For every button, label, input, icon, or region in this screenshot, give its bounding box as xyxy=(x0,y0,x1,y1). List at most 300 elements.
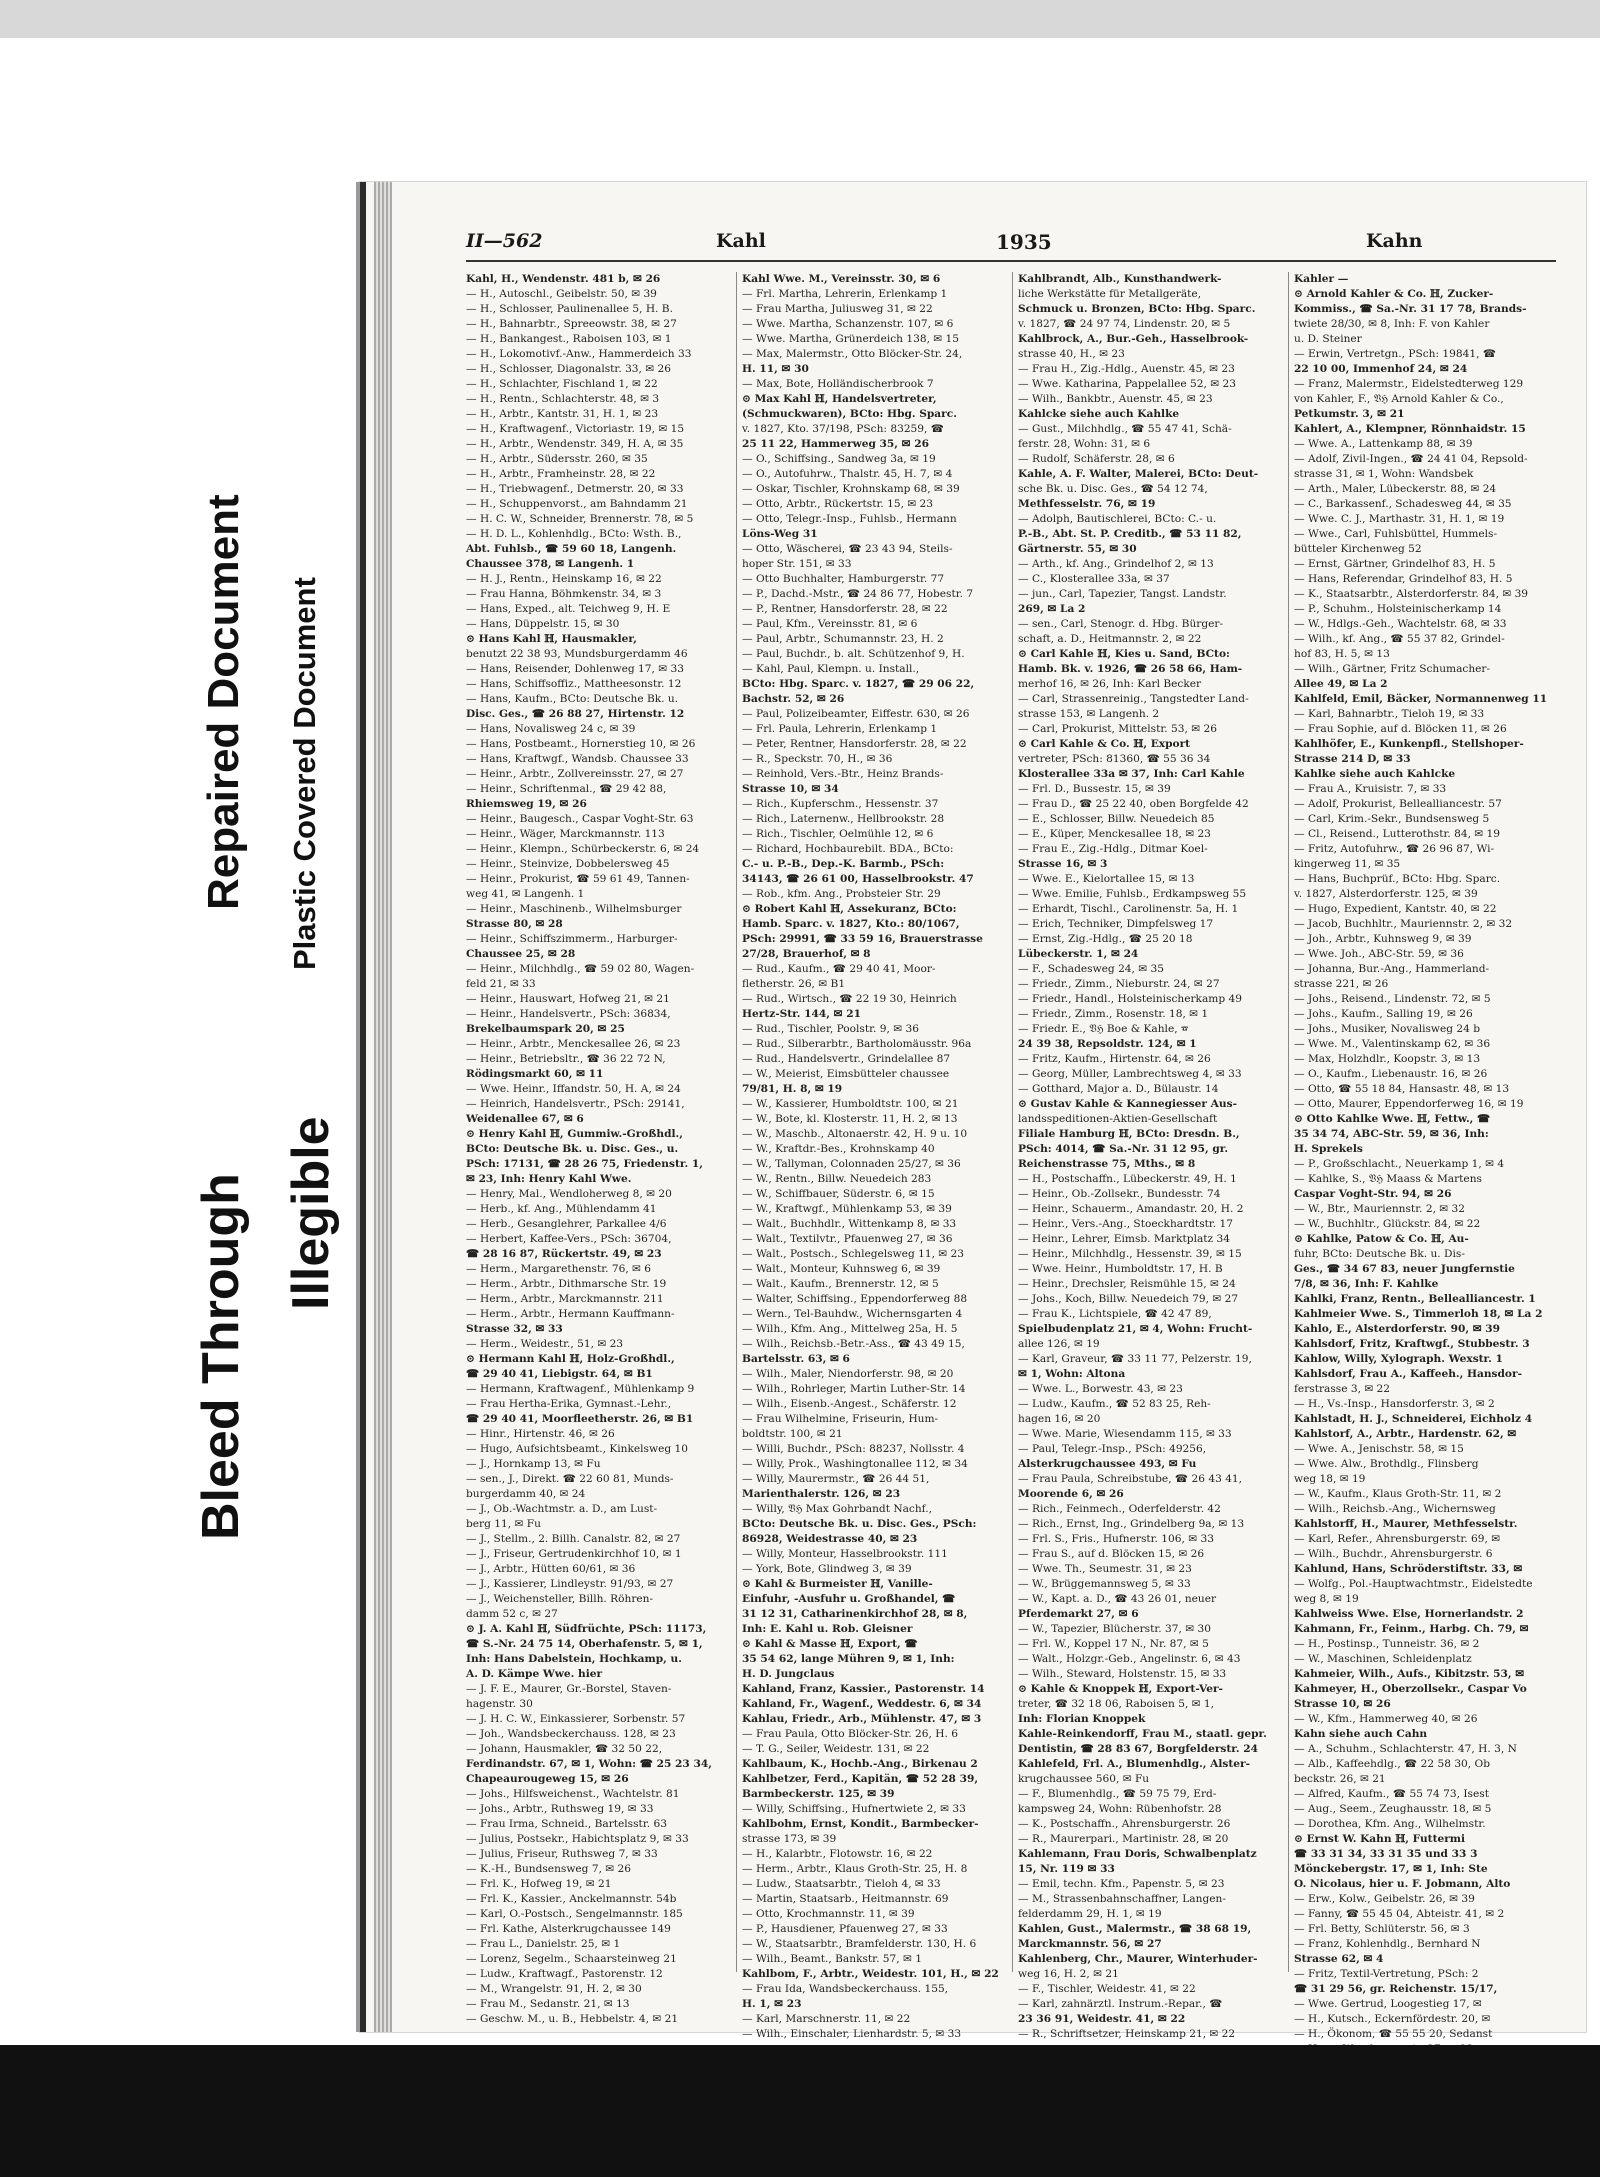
directory-entry: — Paul, Kfm., Vereinsstr. 81, ✉ 6 xyxy=(742,618,918,630)
directory-entry: — Wern., Tel-Bauhdw., Wichernsgarten 4 xyxy=(742,1308,963,1320)
directory-entry: — J., Stellm., 2. Billh. Canalstr. 82, ✉ 27 xyxy=(466,1533,681,1545)
directory-entry: Kahlki, Franz, Rentn., Bellealliancestr. 1 xyxy=(1294,1293,1536,1305)
directory-entry: — Adolf, Prokurist, Bellealliancestr. 57 xyxy=(1294,798,1502,810)
directory-entry: PSch: 29991, ☎ 33 59 16, Brauerstrasse xyxy=(742,933,983,945)
directory-entry: — Hans, Exped., alt. Teichweg 9, H. E xyxy=(466,603,671,615)
directory-entry: — Hans, Kaufm., BCto: Deutsche Bk. u. xyxy=(466,693,679,705)
directory-entry: — Wilh., kf. Ang., ☎ 55 37 82, Grindel- xyxy=(1294,633,1505,645)
directory-entry: — Frau K., Lichtspiele, ☎ 42 47 89, xyxy=(1018,1308,1212,1320)
directory-entry: ☎ 29 40 41, Moorfleetherstr. 26, ✉ B1 xyxy=(466,1413,694,1425)
directory-entry: Marienthalerstr. 126, ✉ 23 xyxy=(742,1488,901,1500)
directory-entry: ⊙ Otto Kahlke Wwe. ℍ, Fettw., ☎ xyxy=(1294,1113,1491,1125)
directory-entry: Hamb. Sparc. v. 1827, Kto.: 80/1067, xyxy=(742,918,960,930)
directory-entry: Lübeckerstr. 1, ✉ 24 xyxy=(1018,948,1139,960)
directory-entry: — J., Ob.-Wachtmstr. a. D., am Lust- xyxy=(466,1503,658,1515)
directory-entry: — Dorothea, Kfm. Ang., Wilhelmstr. xyxy=(1294,1818,1486,1830)
directory-entry: ☎ 29 40 41, Liebigstr. 64, ✉ B1 xyxy=(466,1368,653,1380)
directory-entry: — Frl. D., Bussestr. 15, ✉ 39 xyxy=(1018,783,1171,795)
directory-entry: — Heinr., Klempn., Schürbeckerstr. 6, ✉ 24 xyxy=(466,843,700,855)
directory-entry: — Wwe. Th., Seumestr. 31, ✉ 23 xyxy=(1018,1563,1192,1575)
directory-entry: — Walt., Holzgr.-Geb., Angelinstr. 6, ✉ 43 xyxy=(1018,1653,1241,1665)
directory-entry: Kahler — xyxy=(1294,273,1349,285)
directory-entry: Bachstr. 52, ✉ 26 xyxy=(742,693,845,705)
directory-entry: — P., Hausdiener, Pfauenweg 27, ✉ 33 xyxy=(742,1923,948,1935)
directory-entry: — Wwe. Heinr., Humboldtstr. 17, H. B xyxy=(1018,1263,1223,1275)
directory-entry: — Walt., Kaufm., Brennerstr. 12, ✉ 5 xyxy=(742,1278,939,1290)
directory-entry: — jun., Carl, Tapezier, Tangst. Landstr. xyxy=(1018,588,1227,600)
directory-entry: — W., Kfm., Hammerweg 40, ✉ 26 xyxy=(1294,1713,1478,1725)
directory-entry: ⊙ Max Kahl ℍ, Handelsvertreter, xyxy=(742,393,937,405)
directory-entry: — Paul, Polizeibeamter, Eiffestr. 630, ✉ 26 xyxy=(742,708,970,720)
directory-entry: Strasse 62, ✉ 4 xyxy=(1294,1953,1384,1965)
directory-entry: — Frl. Betty, Schlüterstr. 56, ✉ 3 xyxy=(1294,1923,1470,1935)
directory-entry: ⊙ Arnold Kahler & Co. ℍ, Zucker- xyxy=(1294,288,1494,300)
directory-entry: ⊙ Gustav Kahle & Kannegiesser Aus- xyxy=(1018,1098,1237,1110)
directory-entry: — Erich, Techniker, Dimpfelsweg 17 xyxy=(1018,918,1214,930)
directory-entry: — F., Tischler, Weidestr. 41, ✉ 22 xyxy=(1018,1983,1196,1995)
directory-entry: Kahlau, Friedr., Arb., Mühlenstr. 47, ✉ 3 xyxy=(742,1713,982,1725)
directory-entry: — W., Kapt. a. D., ☎ 43 26 01, neuer xyxy=(1018,1593,1217,1605)
directory-entry: Kahlert, A., Klempner, Rönnhaidstr. 15 xyxy=(1294,423,1526,435)
directory-entry: — Fritz, Autofuhrw., ☎ 26 96 87, Wi- xyxy=(1294,843,1495,855)
directory-entry: — Peter, Rentner, Hansdorferstr. 28, ✉ 22 xyxy=(742,738,967,750)
directory-entry: — Johann, Hausmakler, ☎ 32 50 22, xyxy=(466,1743,663,1755)
directory-entry: — E., Schlosser, Billw. Neuedeich 85 xyxy=(1018,813,1215,825)
directory-entry: — J., Hornkamp 13, ✉ Fu xyxy=(466,1458,601,1470)
directory-entry: beckstr. 26, ✉ 21 xyxy=(1294,1773,1386,1785)
directory-entry: — Jacob, Buchhltr., Mauriennstr. 2, ✉ 32 xyxy=(1294,918,1513,930)
directory-entry: Abt. Fuhlsb., ☎ 59 60 18, Langenh. xyxy=(466,543,677,555)
directory-entry: — Wwe. A., Jenischstr. 58, ✉ 15 xyxy=(1294,1443,1464,1455)
directory-entry: — Henry, Mal., Wendloherweg 8, ✉ 20 xyxy=(466,1188,672,1200)
directory-entry: Inh: E. Kahl u. Rob. Gleisner xyxy=(742,1623,913,1635)
directory-entry: liche Werkstätte für Metallgeräte, xyxy=(1018,288,1202,300)
directory-entry: — Wwe. Gertrud, Loogestieg 17, ✉ xyxy=(1294,1998,1482,2010)
directory-entry: — Frau Martha, Juliusweg 31, ✉ 22 xyxy=(742,303,933,315)
directory-entry: — Frl. Kathe, Alsterkrugchaussee 149 xyxy=(466,1923,671,1935)
directory-entry: Inh: Florian Knoppek xyxy=(1018,1713,1146,1725)
directory-entry: ⊙ Kahle & Knoppek ℍ, Export-Ver- xyxy=(1018,1683,1223,1695)
directory-entry: — H., Autoschl., Geibelstr. 50, ✉ 39 xyxy=(466,288,657,300)
directory-entry: — Wwe. Martha, Grünerdeich 138, ✉ 15 xyxy=(742,333,960,345)
directory-entry: weg 18, ✉ 19 xyxy=(1294,1473,1366,1485)
directory-entry: — Ludw., Kraftwagf., Pastorenstr. 12 xyxy=(466,1968,663,1980)
directory-entry: Kahlemann, Frau Doris, Schwalbenplatz xyxy=(1018,1848,1257,1860)
directory-entry: — Walt., Buchhdlr., Wittenkamp 8, ✉ 33 xyxy=(742,1218,957,1230)
directory-entry: — Hans, Buchprüf., BCto: Hbg. Sparc. xyxy=(1294,873,1501,885)
directory-entry: — A., Schuhm., Schlachterstr. 47, H. 3, N xyxy=(1294,1743,1517,1755)
directory-entry: — Heinr., Hauswart, Hofweg 21, ✉ 21 xyxy=(466,993,670,1005)
directory-entry: — Erhardt, Tischl., Carolinenstr. 5a, H. 1 xyxy=(1018,903,1239,915)
directory-entry: — Rud., Kaufm., ☎ 29 40 41, Moor- xyxy=(742,963,936,975)
directory-entry: Kahle-Reinkendorff, Frau M., staatl. gepr. xyxy=(1018,1728,1267,1740)
directory-entry: — Willy, Monteur, Hasselbrookstr. 111 xyxy=(742,1548,948,1560)
directory-entry: — Carl, Strassenreinig., Tangstedter Land- xyxy=(1018,693,1249,705)
directory-entry: Spielbudenplatz 21, ✉ 4, Wohn: Frucht- xyxy=(1018,1323,1253,1335)
directory-entry: — H., Postinsp., Tunneistr. 36, ✉ 2 xyxy=(1294,1638,1480,1650)
directory-entry: — Johs., Koch, Billw. Neuedeich 79, ✉ 27 xyxy=(1018,1293,1239,1305)
directory-entry: — Julius, Friseur, Ruthsweg 7, ✉ 33 xyxy=(466,1848,658,1860)
directory-entry: Kahlefeld, Frl. A., Blumenhdlg., Alster- xyxy=(1018,1758,1251,1770)
directory-entry: — Wolfg., Pol.-Hauptwachtmstr., Eidelstedte xyxy=(1294,1578,1533,1590)
header-right-word: Kahn xyxy=(1366,230,1423,252)
directory-entry: ferstr. 28, Wohn: 31, ✉ 6 xyxy=(1018,438,1151,450)
directory-entry: landsspeditionen-Aktien-Gesellschaft xyxy=(1018,1113,1218,1125)
directory-entry: — E., Küper, Menckesallee 18, ✉ 23 xyxy=(1018,828,1211,840)
directory-entry: sche Bk. u. Disc. Ges., ☎ 54 12 74, xyxy=(1018,483,1208,495)
directory-entry: 31 12 31, Catharinenkirchhof 28, ✉ 8, xyxy=(742,1608,968,1620)
directory-entry: Schmuck u. Bronzen, BCto: Hbg. Sparc. xyxy=(1018,303,1256,315)
directory-entry: twiete 28/30, ✉ 8, Inh: F. von Kahler xyxy=(1294,318,1490,330)
directory-entry: — Martin, Staatsarb., Heitmannstr. 69 xyxy=(742,1893,949,1905)
directory-entry: — Rich., Kupferschm., Hessenstr. 37 xyxy=(742,798,939,810)
directory-entry: — Hans, Postbeamt., Hornerstieg 10, ✉ 26 xyxy=(466,738,696,750)
stamp-repaired-document: Repaired Document xyxy=(199,494,248,910)
directory-entry: — Karl, Bahnarbtr., Tieloh 19, ✉ 33 xyxy=(1294,708,1485,720)
directory-entry: — Erwin, Vertretgn., PSch: 19841, ☎ xyxy=(1294,348,1497,360)
directory-entry: — W., Tapezier, Blücherstr. 37, ✉ 30 xyxy=(1018,1623,1211,1635)
directory-entry: — W., Kraftdr.-Bes., Krohnskamp 40 xyxy=(742,1143,935,1155)
directory-entry: — Johs., Kaufm., Salling 19, ✉ 26 xyxy=(1294,1008,1473,1020)
directory-entry: — Max, Malermstr., Otto Blöcker-Str. 24, xyxy=(742,348,963,360)
directory-entry: Kahmeyer, H., Oberzollsekr., Caspar Vo xyxy=(1294,1683,1527,1695)
directory-entry: Löns-Weg 31 xyxy=(742,528,818,540)
directory-entry: feld 21, ✉ 33 xyxy=(466,978,536,990)
directory-entry: — C., Klosterallee 33a, ✉ 37 xyxy=(1018,573,1170,585)
directory-entry: — H., Arbtr., Wendenstr. 349, H. A, ✉ 35 xyxy=(466,438,684,450)
directory-entry: — Frau Paula, Otto Blöcker-Str. 26, H. 6 xyxy=(742,1728,958,1740)
directory-entry: — Emil, techn. Kfm., Papenstr. 5, ✉ 23 xyxy=(1018,1878,1225,1890)
directory-entry: — Heinr., Schauerm., Amandastr. 20, H. 2 xyxy=(1018,1203,1244,1215)
directory-entry: strasse 221, ✉ 26 xyxy=(1294,978,1389,990)
directory-entry: 27/28, Brauerhof, ✉ 8 xyxy=(742,948,871,960)
directory-entry: — Johs., Arbtr., Ruthsweg 19, ✉ 33 xyxy=(466,1803,654,1815)
directory-entry: — Wilh., Maler, Niendorferstr. 98, ✉ 20 xyxy=(742,1368,954,1380)
directory-entry: ⊙ Hermann Kahl ℍ, Holz-Großhdl., xyxy=(466,1353,675,1365)
column-2 xyxy=(742,272,1004,2040)
directory-entry: — H., Bankangest., Raboisen 103, ✉ 1 xyxy=(466,333,672,345)
directory-entry: Strasse 32, ✉ 33 xyxy=(466,1323,563,1335)
directory-entry: hof 83, H. 5, ✉ 13 xyxy=(1294,648,1390,660)
directory-entry: treter, ☎ 32 18 06, Raboisen 5, ✉ 1, xyxy=(1018,1698,1215,1710)
directory-entry: — Rob., kfm. Ang., Probsteier Str. 29 xyxy=(742,888,941,900)
directory-entry: v. 1827, Alsterdorferstr. 125, ✉ 39 xyxy=(1294,888,1478,900)
directory-entry: — Karl, Refer., Ahrensburgerstr. 69, ✉ xyxy=(1294,1533,1501,1545)
directory-entry: Einfuhr, -Ausfuhr u. Großhandel, ☎ xyxy=(742,1593,956,1605)
directory-entry: — R., Maurerpari., Martinistr. 28, ✉ 20 xyxy=(1018,1833,1229,1845)
directory-entry: — M., Wrangelstr. 91, H. 2, ✉ 30 xyxy=(466,1983,642,1995)
directory-entry: Kommiss., ☎ Sa.-Nr. 31 17 78, Brands- xyxy=(1294,303,1527,315)
directory-entry: — Hans, Referendar, Grindelhof 83, H. 5 xyxy=(1294,573,1513,585)
directory-entry: Dentistin, ☎ 28 83 67, Borgfelderstr. 24 xyxy=(1018,1743,1259,1755)
directory-entry: u. D. Steiner xyxy=(1294,333,1362,345)
directory-entry: — Rud., Silberarbtr., Bartholomäusstr. 96a xyxy=(742,1038,972,1050)
directory-entry: — Rich., Laternenw., Hellbrookstr. 28 xyxy=(742,813,945,825)
directory-entry: Kahlfeld, Emil, Bäcker, Normannenweg 11 xyxy=(1294,693,1548,705)
directory-entry: — Wilh., Rohrleger, Martin Luther-Str. 14 xyxy=(742,1383,966,1395)
directory-entry: — Frau D., ☎ 25 22 40, oben Borgfelde 42 xyxy=(1018,798,1249,810)
directory-entry: ferstrasse 3, ✉ 22 xyxy=(1294,1383,1391,1395)
directory-entry: — W., Tallyman, Colonnaden 25/27, ✉ 36 xyxy=(742,1158,961,1170)
directory-page xyxy=(360,182,1586,2040)
directory-entry: Kahmeier, Wilh., Aufs., Kibitzstr. 53, ✉ xyxy=(1294,1668,1525,1680)
directory-entry: Kahn siehe auch Cahn xyxy=(1294,1728,1428,1740)
directory-entry: — Wilh., Eisenb.-Angest., Schäferstr. 12 xyxy=(742,1398,957,1410)
directory-entry: — Paul, Telegr.-Insp., PSch: 49256, xyxy=(1018,1443,1207,1455)
directory-entry: Rhiemsweg 19, ✉ 26 xyxy=(466,798,587,810)
directory-entry: — Paul, Arbtr., Schumannstr. 23, H. 2 xyxy=(742,633,944,645)
directory-entry: Strasse 80, ✉ 28 xyxy=(466,918,563,930)
directory-entry: Hamb. Bk. v. 1926, ☎ 26 58 66, Ham- xyxy=(1018,663,1243,675)
directory-entry: — Frau Hertha-Erika, Gymnast.-Lehr., xyxy=(466,1398,672,1410)
directory-entry: — Hinr., Hirtenstr. 46, ✉ 26 xyxy=(466,1428,615,1440)
directory-entry: — F., Blumenhdlg., ☎ 59 75 79, Erd- xyxy=(1018,1788,1217,1800)
directory-entry: — Franz, Kohlenhdlg., Bernhard N xyxy=(1294,1938,1481,1950)
directory-entry: — Frl. W., Koppel 17 N., Nr. 87, ✉ 5 xyxy=(1018,1638,1209,1650)
directory-entry: hagen 16, ✉ 20 xyxy=(1018,1413,1101,1425)
directory-entry: — Max, Bote, Holländischerbrook 7 xyxy=(742,378,934,390)
directory-entry: — Friedr., Handl., Holsteinischerkamp 49 xyxy=(1018,993,1242,1005)
directory-entry: — Cl., Reisend., Lutterothstr. 84, ✉ 19 xyxy=(1294,828,1501,840)
directory-entry: Chaussee 25, ✉ 28 xyxy=(466,948,576,960)
directory-entry: 22 10 00, Immenhof 24, ✉ 24 xyxy=(1294,363,1468,375)
directory-entry: hoper Str. 151, ✉ 33 xyxy=(742,558,852,570)
directory-entry: — Wilh., Beamt., Bankstr. 57, ✉ 1 xyxy=(742,1953,923,1965)
directory-entry: Kahlo, E., Alsterdorferstr. 90, ✉ 39 xyxy=(1294,1323,1501,1335)
directory-columns xyxy=(466,272,1556,2040)
directory-entry: — Rich., Ernst, Ing., Grindelberg 9a, ✉ 13 xyxy=(1018,1518,1245,1530)
directory-entry: Kahlenberg, Chr., Maurer, Winterhuder- xyxy=(1018,1953,1258,1965)
directory-entry: — H., Ökonom, ☎ 55 55 20, Sedanst xyxy=(1294,2028,1493,2040)
directory-entry: — Herm., Weidestr., 51, ✉ 23 xyxy=(466,1338,624,1350)
directory-entry: — Heinr., Lehrer, Eimsb. Marktplatz 34 xyxy=(1018,1233,1230,1245)
directory-entry: — W., Bote, kl. Klosterstr. 11, H. 2, ✉ 13 xyxy=(742,1113,958,1125)
directory-entry: — Paul, Buchdr., b. alt. Schützenhof 9, H. xyxy=(742,648,965,660)
directory-entry: H. Sprekels xyxy=(1294,1143,1363,1155)
directory-entry: Kahl, H., Wendenstr. 481 b, ✉ 26 xyxy=(466,273,661,285)
directory-entry: — Heinr., Milchhdlg., Hessenstr. 39, ✉ 15 xyxy=(1018,1248,1242,1260)
directory-entry: — Hugo, Aufsichtsbeamt., Kinkelsweg 10 xyxy=(466,1443,688,1455)
directory-entry: — W., Brüggemannsweg 5, ✉ 33 xyxy=(1018,1578,1191,1590)
directory-entry: — Wwe. A., Lattenkamp 88, ✉ 39 xyxy=(1294,438,1473,450)
directory-entry: — Willi, Buchdr., PSch: 88237, Nollsstr. 4 xyxy=(742,1443,965,1455)
directory-entry: Kahlweiss Wwe. Else, Hornerlandstr. 2 xyxy=(1294,1608,1524,1620)
directory-entry: 79/81, H. 8, ✉ 19 xyxy=(742,1083,843,1095)
directory-entry: strasse 31, ✉ 1, Wohn: Wandsbek xyxy=(1294,468,1474,480)
directory-entry: strasse 173, ✉ 39 xyxy=(742,1833,837,1845)
directory-entry: — W., Hdlgs.-Geh., Wachtelstr. 68, ✉ 33 xyxy=(1294,618,1507,630)
directory-entry: — Heinr., Schriftenmal., ☎ 29 42 88, xyxy=(466,783,667,795)
directory-entry: — Arth., Maler, Lübeckerstr. 88, ✉ 24 xyxy=(1294,483,1497,495)
directory-entry: — W., Meierist, Eimsbütteler chaussee xyxy=(742,1068,950,1080)
directory-entry: — Heinr., Arbtr., Menckesallee 26, ✉ 23 xyxy=(466,1038,681,1050)
directory-entry: Brekelbaumspark 20, ✉ 25 xyxy=(466,1023,625,1035)
directory-entry: Kahlbohm, Ernst, Kondit., Barmbecker- xyxy=(742,1818,979,1830)
directory-entry: ⊙ Carl Kahle & Co. ℍ, Export xyxy=(1018,738,1191,750)
directory-entry: — Wilh., Bankbtr., Auenstr. 45, ✉ 23 xyxy=(1018,393,1213,405)
directory-entry: Gärtnerstr. 55, ✉ 30 xyxy=(1018,543,1137,555)
directory-entry: ⊙ Kahl & Burmeister ℍ, Vanille- xyxy=(742,1578,933,1590)
directory-entry: Reichenstrasse 75, Mths., ✉ 8 xyxy=(1018,1158,1196,1170)
directory-entry: — R., Schriftsetzer, Heinskamp 21, ✉ 22 xyxy=(1018,2028,1236,2040)
header-year: 1935 xyxy=(996,230,1052,254)
directory-entry: — Wwe. L., Borwestr. 43, ✉ 23 xyxy=(1018,1383,1183,1395)
directory-entry: Kahlstorff, H., Maurer, Methfesselstr. xyxy=(1294,1518,1518,1530)
directory-entry: von Kahler, F., 𝔙ℌ Arnold Kahler & Co., xyxy=(1294,393,1504,405)
directory-entry: — Ludw., Staatsarbtr., Tieloh 4, ✉ 33 xyxy=(742,1878,941,1890)
directory-entry: — H., Arbtr., Südersstr. 260, ✉ 35 xyxy=(466,453,648,465)
directory-entry: — O., Kaufm., Liebenaustr. 16, ✉ 26 xyxy=(1294,1068,1488,1080)
directory-entry: — H. J., Rentn., Heinskamp 16, ✉ 22 xyxy=(466,573,662,585)
directory-entry: — Wilh., Steward, Holstenstr. 15, ✉ 33 xyxy=(1018,1668,1227,1680)
directory-entry: — Arth., kf. Ang., Grindelhof 2, ✉ 13 xyxy=(1018,558,1214,570)
directory-entry: Kahlstorf, A., Arbtr., Hardenstr. 62, ✉ xyxy=(1294,1428,1517,1440)
directory-entry: — O., Autofuhrw., Thalstr. 45, H. 7, ✉ 4 xyxy=(742,468,953,480)
directory-entry: BCto: Deutsche Bk. u. Disc. Ges., PSch: xyxy=(742,1518,977,1530)
directory-entry: Kahlsdorf, Frau A., Kaffeeh., Hansdor- xyxy=(1294,1368,1522,1380)
directory-entry: — H., Triebwagenf., Detmerstr. 20, ✉ 33 xyxy=(466,483,684,495)
directory-entry: — Frau Irma, Schneid., Bartelsstr. 63 xyxy=(466,1818,667,1830)
directory-entry: — Julius, Postsekr., Habichtsplatz 9, ✉ 33 xyxy=(466,1833,689,1845)
directory-entry: — Willy, Schiffsing., Hufnertwiete 2, ✉ 33 xyxy=(742,1803,966,1815)
directory-entry: — Carl, Krim.-Sekr., Bundsensweg 5 xyxy=(1294,813,1490,825)
directory-entry: ☎ 31 29 56, gr. Reichenstr. 15/17, xyxy=(1294,1983,1498,1995)
directory-entry: krugchaussee 560, ✉ Fu xyxy=(1018,1773,1150,1785)
directory-entry: — Georg, Müller, Lambrechtsweg 4, ✉ 33 xyxy=(1018,1068,1242,1080)
directory-entry: — R., Speckstr. 70, H., ✉ 36 xyxy=(742,753,893,765)
directory-entry: — Lorenz, Segelm., Schaarsteinweg 21 xyxy=(466,1953,677,1965)
directory-entry: Marckmannstr. 56, ✉ 27 xyxy=(1018,1938,1162,1950)
directory-entry: — Adolph, Bautischlerei, BCto: C.- u. xyxy=(1018,513,1217,525)
directory-entry: 23 36 91, Weidestr. 41, ✉ 22 xyxy=(1018,2013,1186,2025)
directory-entry: — H., Vs.-Insp., Hansdorferstr. 3, ✉ 2 xyxy=(1294,1398,1495,1410)
directory-entry: — Heinr., Milchhdlg., ☎ 59 02 80, Wagen- xyxy=(466,963,695,975)
directory-entry: — Willy, Maurermstr., ☎ 26 44 51, xyxy=(742,1473,930,1485)
directory-entry: — H., Schuppenvorst., am Bahndamm 21 xyxy=(466,498,688,510)
directory-entry: — P., Schuhm., Holsteinischerkamp 14 xyxy=(1294,603,1502,615)
directory-entry: 269, ✉ La 2 xyxy=(1018,603,1086,615)
directory-entry: — Frau Hanna, Böhmkenstr. 34, ✉ 3 xyxy=(466,588,662,600)
directory-entry: P.-B., Abt. St. P. Creditb., ☎ 53 11 82, xyxy=(1018,528,1242,540)
directory-entry: — Frau E., Zig.-Hdlg., Ditmar Koel- xyxy=(1018,843,1208,855)
directory-entry: — Rich., Feinmech., Oderfelderstr. 42 xyxy=(1018,1503,1221,1515)
directory-entry: 7/8, ✉ 36, Inh: F. Kahlke xyxy=(1294,1278,1439,1290)
directory-entry: — Friedr. E., 𝔙ℌ Boe & Kahle, ☎ xyxy=(1018,1023,1189,1035)
directory-entry: Kahlbrock, A., Bur.-Geh., Hasselbrook- xyxy=(1018,333,1249,345)
directory-entry: — Wwe. Marie, Wiesendamm 115, ✉ 33 xyxy=(1018,1428,1232,1440)
directory-entry: bütteler Kirchenweg 52 xyxy=(1294,543,1422,555)
directory-entry: — Heinr., Schiffszimmerm., Harburger- xyxy=(466,933,678,945)
directory-entry: — Herb., Gesanglehrer, Parkallee 4/6 xyxy=(466,1218,667,1230)
directory-entry: ⊙ Carl Kahle ℍ, Kies u. Sand, BCto: xyxy=(1018,648,1230,660)
directory-entry: C.- u. P.-B., Dep.-K. Barmb., PSch: xyxy=(742,858,945,870)
directory-entry: — Geschw. M., u. B., Hebbelstr. 4, ✉ 21 xyxy=(466,2013,679,2025)
directory-entry: O. Nicolaus, hier u. F. Jobmann, Alto xyxy=(1294,1878,1511,1890)
directory-entry: — Johanna, Bur.-Ang., Hammerland- xyxy=(1294,963,1490,975)
directory-entry: — Herm., Arbtr., Marckmannstr. 211 xyxy=(466,1293,664,1305)
directory-entry: — Ernst, Gärtner, Grindelhof 83, H. 5 xyxy=(1294,558,1496,570)
directory-entry: — Frl. S., Fris., Hufnerstr. 106, ✉ 33 xyxy=(1018,1533,1214,1545)
directory-entry: ☎ 33 31 34, 33 31 35 und 33 3 xyxy=(1294,1848,1478,1860)
directory-entry: — Frl. K., Kassier., Anckelmannstr. 54b xyxy=(466,1893,677,1905)
directory-entry: felderdamm 29, H. 1, ✉ 19 xyxy=(1018,1908,1162,1920)
directory-entry: — Frau L., Danielstr. 25, ✉ 1 xyxy=(466,1938,621,1950)
directory-entry: Kahlhöfer, E., Kunkenpfl., Stellshoper- xyxy=(1294,738,1524,750)
directory-entry: BCto: Deutsche Bk. u. Disc. Ges., u. xyxy=(466,1143,679,1155)
directory-entry: — C., Barkassenf., Schadesweg 44, ✉ 35 xyxy=(1294,498,1512,510)
directory-entry: — Frau Paula, Schreibstube, ☎ 26 43 41, xyxy=(1018,1473,1243,1485)
directory-entry: — Wwe. Martha, Schanzenstr. 107, ✉ 6 xyxy=(742,318,954,330)
directory-entry: Disc. Ges., ☎ 26 88 27, Hirtenstr. 12 xyxy=(466,708,685,720)
directory-entry: — Gotthard, Major a. D., Bülaustr. 14 xyxy=(1018,1083,1219,1095)
directory-entry: — W., Kraftwgf., Mühlenkamp 53, ✉ 39 xyxy=(742,1203,952,1215)
directory-entry: Klosterallee 33a ✉ 37, Inh: Carl Kahle xyxy=(1018,768,1245,780)
directory-entry: Ferdinandstr. 67, ✉ 1, Wohn: ☎ 25 23 34, xyxy=(466,1758,712,1770)
directory-entry: — Herm., Arbtr., Dithmarsche Str. 19 xyxy=(466,1278,667,1290)
directory-entry: — Willy, Prok., Washingtonallee 112, ✉ 34 xyxy=(742,1458,968,1470)
directory-entry: benutzt 22 38 93, Mundsburgerdamm 46 xyxy=(466,648,688,660)
directory-entry: — Johs., Reisend., Lindenstr. 72, ✉ 5 xyxy=(1294,993,1491,1005)
directory-entry: — Franz, Malermstr., Eidelstedterweg 129 xyxy=(1294,378,1524,390)
directory-entry: — Frl. Martha, Lehrerin, Erlenkamp 1 xyxy=(742,288,948,300)
directory-entry: — Friedr., Zimm., Nieburstr. 24, ✉ 27 xyxy=(1018,978,1220,990)
directory-entry: Kahlcke siehe auch Kahlke xyxy=(1018,408,1180,420)
directory-entry: — Karl, Graveur, ☎ 33 11 77, Pelzerstr. 19, xyxy=(1018,1353,1252,1365)
directory-entry: — J. F. E., Maurer, Gr.-Borstel, Staven- xyxy=(466,1683,672,1695)
directory-entry: — Wilh., Einschaler, Lienhardstr. 5, ✉ 33 xyxy=(742,2028,962,2040)
directory-entry: — Hans, Düppelstr. 15, ✉ 30 xyxy=(466,618,620,630)
directory-entry: Kahlen, Gust., Malermstr., ☎ 38 68 19, xyxy=(1018,1923,1252,1935)
directory-entry: BCto: Hbg. Sparc. v. 1827, ☎ 29 06 22, xyxy=(742,678,975,690)
directory-entry: ⊙ Hans Kahl ℍ, Hausmakler, xyxy=(466,633,637,645)
directory-entry: Pferdemarkt 27, ✉ 6 xyxy=(1018,1608,1139,1620)
directory-entry: kampsweg 24, Wohn: Rübenhofstr. 28 xyxy=(1018,1803,1222,1815)
directory-entry: — Hans, Reisender, Dohlenweg 17, ✉ 33 xyxy=(466,663,684,675)
directory-entry: ⊙ Kahlke, Patow & Co. ℍ, Au- xyxy=(1294,1233,1469,1245)
directory-entry: — Karl, O.-Postsch., Sengelmannstr. 185 xyxy=(466,1908,683,1920)
directory-entry: — Heinr., Ob.-Zollsekr., Bundesstr. 74 xyxy=(1018,1188,1221,1200)
directory-entry: — Otto, Arbtr., Rückertstr. 15, ✉ 23 xyxy=(742,498,934,510)
directory-entry: — H., Kraftwagenf., Victoriastr. 19, ✉ 15 xyxy=(466,423,685,435)
directory-entry: — H., Schlosser, Paulinenallee 5, H. B. xyxy=(466,303,673,315)
directory-entry: — H., Arbtr., Kantstr. 31, H. 1, ✉ 23 xyxy=(466,408,659,420)
directory-entry: — Karl, Marschnerstr. 11, ✉ 22 xyxy=(742,2013,911,2025)
directory-entry: Inh: Hans Dabelstein, Hochkamp, u. xyxy=(466,1653,682,1665)
directory-entry: — J., Kassierer, Lindleystr. 91/93, ✉ 27 xyxy=(466,1578,674,1590)
directory-entry: — Wilh., Kfm. Ang., Mittelweg 25a, H. 5 xyxy=(742,1323,958,1335)
directory-entry: — Kahl, Paul, Klempn. u. Install., xyxy=(742,663,920,675)
directory-entry: — Heinr., Betriebsltr., ☎ 36 22 72 N, xyxy=(466,1053,666,1065)
directory-entry: — H. C. W., Schneider, Brennerstr. 78, ✉ 5 xyxy=(466,513,694,525)
directory-entry: — Oskar, Tischler, Krohnskamp 68, ✉ 39 xyxy=(742,483,960,495)
directory-entry: — Karl, zahnärztl. Instrum.-Repar., ☎ xyxy=(1018,1998,1223,2010)
directory-entry: — Hans, Novalisweg 24 c, ✉ 39 xyxy=(466,723,636,735)
directory-entry: Kahland, Fr., Wagenf., Weddestr. 6, ✉ 34 xyxy=(742,1698,982,1710)
directory-entry: ✉ 1, Wohn: Altona xyxy=(1018,1368,1126,1380)
directory-entry: — Frl. K., Hofweg 19, ✉ 21 xyxy=(466,1878,612,1890)
directory-entry: — Fanny, ☎ 55 45 04, Abteistr. 41, ✉ 2 xyxy=(1294,1908,1505,1920)
directory-entry: schaft, a. D., Heitmannstr. 2, ✉ 22 xyxy=(1018,633,1202,645)
page-number: II—562 xyxy=(466,230,543,252)
directory-entry: — H. D. L., Kohlenhdlg., BCto: Wsth. B., xyxy=(466,528,682,540)
directory-entry: PSch: 4014, ☎ Sa.-Nr. 31 12 95, gr. xyxy=(1018,1143,1229,1155)
directory-entry: v. 1827, Kto. 37/198, PSch: 83259, ☎ xyxy=(742,423,944,435)
directory-entry: — Joh., Wandsbeckerchauss. 128, ✉ 23 xyxy=(466,1728,676,1740)
directory-entry: ⊙ Henry Kahl ℍ, Gummiw.-Großhdl., xyxy=(466,1128,683,1140)
directory-entry: — Herb., kf. Ang., Mühlendamm 41 xyxy=(466,1203,657,1215)
directory-entry: Alsterkrugchaussee 493, ✉ Fu xyxy=(1018,1458,1197,1470)
column-4 xyxy=(1294,272,1556,2040)
